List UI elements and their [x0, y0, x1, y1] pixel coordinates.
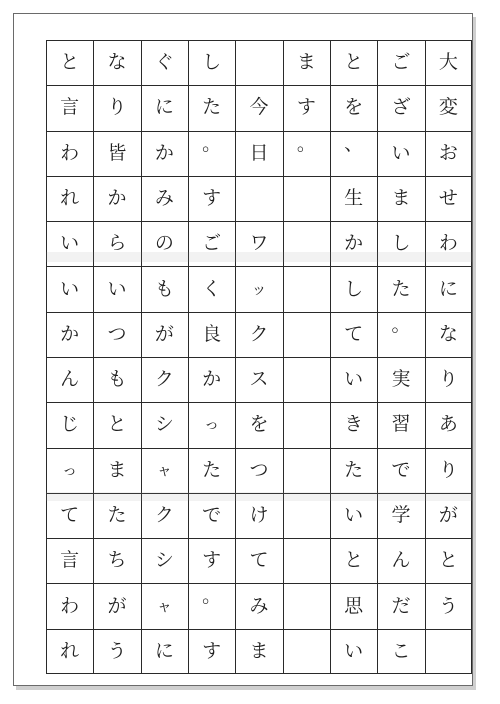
grid-cell-char: を [249, 413, 269, 436]
grid-cell-char: ャ [156, 460, 172, 479]
grid-cell-char: い [344, 639, 364, 662]
grid-cell-char: 大 [438, 51, 458, 74]
grid-cell-char: か [107, 186, 127, 209]
grid-cell-char: ぐ [154, 51, 174, 74]
grid-cell-char: り [107, 96, 127, 119]
grid-cell-char: て [249, 549, 269, 572]
grid-cell-char: あ [438, 413, 458, 436]
grid-cell-char: シ [154, 549, 174, 572]
grid-cell-char: て [344, 322, 364, 345]
grid-cell-char: 。 [202, 585, 222, 608]
grid-cell-char: き [344, 413, 364, 436]
grid-cell-char: い [391, 141, 411, 164]
grid-cell-char: と [107, 413, 127, 436]
grid-cell-char: わ [438, 232, 458, 255]
grid-cell-char: つ [249, 458, 269, 481]
grid-cell-char: ワ [249, 232, 269, 255]
grid-cell-char: 思 [344, 594, 364, 617]
grid-cell-char: 。 [296, 132, 316, 155]
grid-cell-char: 。 [202, 132, 222, 155]
grid-cell-char: ま [296, 51, 316, 74]
grid-cell-char: 生 [344, 186, 364, 209]
grid-cell-char: 変 [438, 96, 458, 119]
grid-cell-char: ら [107, 232, 127, 255]
grid-cell-char: う [107, 639, 127, 662]
document-frame [13, 13, 473, 686]
grid-cell-char: ち [107, 549, 127, 572]
grid-cell-char [235, 40, 282, 85]
grid-cell-char: ま [391, 186, 411, 209]
grid-cell-char: れ [60, 186, 80, 209]
grid-cell-char: 今 [249, 96, 269, 119]
grid-cell-char: み [249, 594, 269, 617]
grid-cell-char: く [202, 277, 222, 300]
grid-cell-char: の [154, 232, 174, 255]
grid-cell-char: な [107, 51, 127, 74]
grid-cell-char: た [344, 458, 364, 481]
grid-cell-char: 学 [391, 503, 411, 526]
grid-cell-char: り [438, 368, 458, 391]
grid-cell-char: す [202, 549, 222, 572]
grid-cell-char: じ [60, 413, 80, 436]
grid-cell-char: か [60, 322, 80, 345]
grid-cell-char: わ [60, 141, 80, 164]
grid-cell-char: と [438, 549, 458, 572]
grid-cell-char [235, 176, 282, 221]
grid-cell-char: を [344, 96, 364, 119]
grid-cell-char: い [60, 232, 80, 255]
grid-cell-char: ま [249, 639, 269, 662]
grid-cell-char: っ [62, 460, 78, 479]
grid-cell-char: ん [60, 368, 80, 391]
grid-cell-char: た [391, 277, 411, 300]
grid-cell-char: い [107, 277, 127, 300]
grid-cell-char: こ [391, 639, 411, 662]
grid-cell-char: に [438, 277, 458, 300]
grid-cell-char: と [344, 549, 364, 572]
grid-cell-char: か [202, 368, 222, 391]
grid-cell-char: が [107, 594, 127, 617]
grid-cell-char: 言 [60, 549, 80, 572]
grid-cell-char: せ [438, 186, 458, 209]
grid-cell-char: ャ [156, 596, 172, 615]
grid-cell-char: た [107, 503, 127, 526]
grid-cell-char: し [202, 51, 222, 74]
genkou-grid [46, 40, 472, 674]
grid-cell-char: な [438, 322, 458, 345]
grid-cell-char: ク [154, 368, 174, 391]
grid-cell-char: し [391, 232, 411, 255]
grid-cell-char: 、 [344, 132, 364, 155]
grid-cell-char: 言 [60, 96, 80, 119]
grid-cell-char: う [438, 594, 458, 617]
grid-cell-char: で [202, 503, 222, 526]
grid-cell-char: だ [391, 594, 411, 617]
grid-cell-char: け [249, 503, 269, 526]
grid-cell-char: か [344, 232, 364, 255]
grid-cell-char: ざ [391, 96, 411, 119]
grid-cell-char: れ [60, 639, 80, 662]
grid-cell-char: か [154, 141, 174, 164]
grid-cell-char: 。 [391, 313, 411, 336]
grid-cell-char: と [60, 51, 80, 74]
grid-cell-char: い [60, 277, 80, 300]
grid-cell-char: す [296, 96, 316, 119]
grid-cell-char: 日 [249, 141, 269, 164]
grid-cell-char: た [202, 458, 222, 481]
grid-cell-char: ま [107, 458, 127, 481]
grid-cell-char: ッ [251, 279, 267, 298]
grid-cell-char: し [344, 277, 364, 300]
grid-cell-char: ご [202, 232, 222, 255]
grid-cell-char: 皆 [107, 141, 127, 164]
grid-cell-char: ク [249, 322, 269, 345]
grid-cell-char: シ [154, 413, 174, 436]
grid-cell-char: み [154, 186, 174, 209]
grid-cell-char: で [391, 458, 411, 481]
grid-cell-char: も [107, 368, 127, 391]
grid-cell-char: て [60, 503, 80, 526]
grid-cell-char: が [438, 503, 458, 526]
grid-cell-char: に [154, 96, 174, 119]
grid-cell-char: 良 [202, 322, 222, 345]
grid-cell-char: も [154, 277, 174, 300]
grid-cell-char: ん [391, 549, 411, 572]
grid-cell-char: お [438, 141, 458, 164]
grid-cell-char: つ [107, 322, 127, 345]
grid-cell-char: す [202, 186, 222, 209]
grid-cell-char: た [202, 96, 222, 119]
grid-cell-char: 習 [391, 413, 411, 436]
grid-cell-char: が [154, 322, 174, 345]
grid-cell-char: に [154, 639, 174, 662]
grid-cell-char: す [202, 639, 222, 662]
grid-cell-char: い [344, 503, 364, 526]
grid-cell-char: ク [154, 503, 174, 526]
grid-cell-char: ご [391, 51, 411, 74]
grid-cell-char: と [344, 51, 364, 74]
grid-cell-char: り [438, 458, 458, 481]
grid-cell-char: わ [60, 594, 80, 617]
grid-cell-char: ス [249, 368, 269, 391]
grid-cell-char: っ [204, 415, 220, 434]
grid-cell-char: 実 [391, 368, 411, 391]
grid-cell-char: い [344, 368, 364, 391]
